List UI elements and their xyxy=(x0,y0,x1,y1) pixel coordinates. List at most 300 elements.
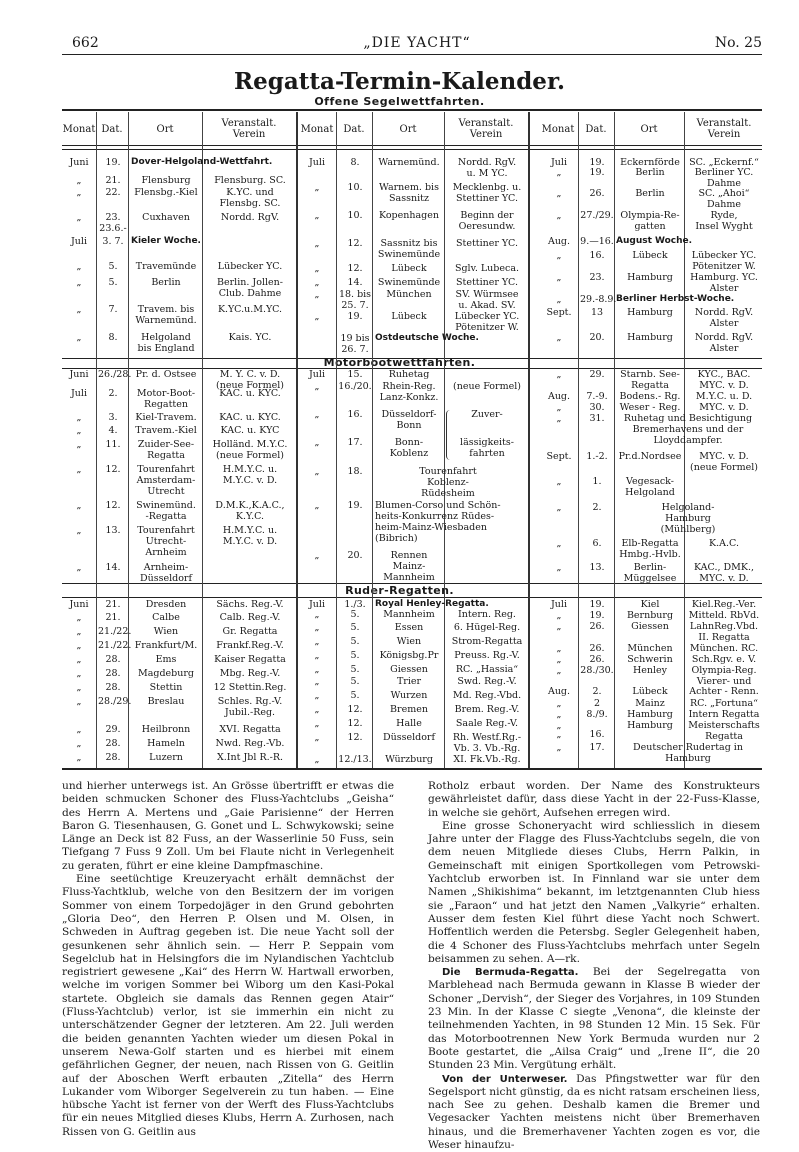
table-header-rule-2 xyxy=(62,149,762,150)
row-month: „ xyxy=(556,502,562,513)
row-organizer: Schles. Rg.-V. Jubil.-Reg. xyxy=(217,696,283,718)
row-place: Weser - Reg. xyxy=(619,402,681,413)
row-organizer: Sächs. Reg.-V. xyxy=(216,599,284,610)
row-place: Calbe xyxy=(152,612,180,623)
row-organizer: K.YC.u.M.YC. xyxy=(217,304,283,315)
row-date: 10. xyxy=(347,182,363,193)
row-date: 29.-8.9. xyxy=(580,294,617,305)
row-date: 26. xyxy=(589,643,605,654)
col-header-date: Dat. xyxy=(585,124,607,135)
row-month: „ xyxy=(314,754,320,765)
row-place: Sassnitz bis Swinemünde xyxy=(377,238,441,260)
row-month: Juni xyxy=(69,599,89,610)
paragraph: Bei der Segelregatta von Marblehead nach Bermuda gewann in Klasse B wieder der Schoner „Dervish“, der Sieger des Vorjahres, in 109 Stunden 23 Min. In der Klasse C siegte „Venona“, die kleinste der teilnehmenden Yachten, in 98 Stunden 12 Min. 15 Sek. Für das Motorbootrennen New York Bermuda wurden nur 2 Boote gestartet, die „Ailsa Craig“ und „Irene II“, die 20 Stunden 23 Min. Vergütung erhält. xyxy=(428,966,761,1072)
row-month: „ xyxy=(76,464,82,475)
row-organizer: KAC., DMK., MYC. v. D. xyxy=(693,562,755,584)
row-organizer: Kais. YC. xyxy=(228,332,272,343)
row-date: 12. xyxy=(347,238,363,249)
row-organizer: MYC. v. D. xyxy=(699,402,749,413)
row-date: 5. xyxy=(350,650,360,661)
row-organizer: Achter - Renn. xyxy=(689,686,759,697)
row-month: „ xyxy=(556,210,562,221)
col-header-org: Veranstalt. Verein xyxy=(696,118,752,140)
row-date: 22. xyxy=(105,187,121,198)
row-month: „ xyxy=(556,538,562,549)
row-month: „ xyxy=(556,698,562,709)
col-sep xyxy=(336,112,337,768)
row-date: 5. xyxy=(108,277,118,288)
row-organizer: M.Y.C. u. D. xyxy=(695,391,753,402)
row-place: Essen xyxy=(394,622,424,633)
row-month: „ xyxy=(556,665,562,676)
row-place: Düsseldorf xyxy=(382,732,435,743)
row-date: 4. xyxy=(108,425,118,436)
row-date: 29. xyxy=(589,369,605,380)
row-date: 21./22. xyxy=(98,626,132,637)
row-date: 16. xyxy=(589,250,605,261)
row-organizer: Stettiner YC. xyxy=(456,238,518,249)
row-month: „ xyxy=(76,668,82,679)
page-title: Regatta-Termin-Kalender. xyxy=(234,68,565,95)
row-organizer: H.M.Y.C. u. M.Y.C. v. D. xyxy=(222,525,278,547)
row-place: Travem. bis Warnemünd. xyxy=(135,304,197,326)
row-place: Giessen xyxy=(631,621,669,632)
row-date: 19. xyxy=(589,610,605,621)
brace xyxy=(446,410,452,460)
row-month: „ xyxy=(76,752,82,763)
row-month: „ xyxy=(314,650,320,661)
row-organizer: Zuver- xyxy=(471,409,503,420)
col-sep xyxy=(372,112,373,768)
row-month: „ xyxy=(314,718,320,729)
row-organizer: Mbg. Reg.-V. xyxy=(219,668,281,679)
row-organizer: SV. Würmsee u. Akad. SV. xyxy=(455,289,519,311)
col-header-date: Dat. xyxy=(343,124,365,135)
row-event: August Woche. xyxy=(616,236,693,246)
row-date: 12. xyxy=(347,718,363,729)
row-date: 5. xyxy=(350,664,360,675)
row-place: Wien xyxy=(153,626,179,637)
row-place: Breslau xyxy=(147,696,185,707)
row-month: „ xyxy=(556,610,562,621)
row-organizer: Berlin. Jollen- Club. Dahme xyxy=(217,277,283,299)
col-header-month: Monat xyxy=(541,124,575,135)
row-month: „ xyxy=(556,294,562,305)
row-month: „ xyxy=(556,654,562,665)
row-month: „ xyxy=(76,724,82,735)
row-organizer: Lübecker YC. xyxy=(217,261,283,272)
row-place: Bodens.- Rg. xyxy=(619,391,681,402)
row-date: 17. xyxy=(347,437,363,448)
row-place: Bonn- Koblenz xyxy=(389,437,429,459)
row-event: Berliner Herbst-Woche. xyxy=(616,294,735,304)
row-date: 31. xyxy=(589,413,605,424)
row-date: 28. xyxy=(105,668,121,679)
row-place: Swinemünd. -Regatta xyxy=(136,500,196,522)
row-date: 28. xyxy=(105,738,121,749)
row-month: „ xyxy=(556,562,562,573)
row-place: Hamburg xyxy=(627,709,673,720)
col-sep xyxy=(614,112,615,768)
row-date: 26. xyxy=(589,654,605,665)
row-place: Berlin- Müggelsee xyxy=(623,562,677,584)
row-organizer: Gr. Regatta xyxy=(222,626,278,637)
row-date: 29. xyxy=(105,724,121,735)
row-organizer: Olympia-Reg. Vierer- und xyxy=(691,665,757,687)
row-month: „ xyxy=(76,612,82,623)
row-place: Berlin xyxy=(635,167,665,178)
row-place: Tourenfahrt Amsterdam- Utrecht xyxy=(136,464,196,497)
row-month: „ xyxy=(556,188,562,199)
row-place: Flensbg.-Kiel xyxy=(134,187,198,198)
row-month: Aug. xyxy=(547,236,571,247)
row-month: Juli xyxy=(308,599,325,610)
row-organizer: Berliner YC. Dahme xyxy=(694,167,754,189)
row-month: „ xyxy=(556,369,562,380)
row-month: „ xyxy=(76,332,82,343)
row-date: 5. xyxy=(350,690,360,701)
row-date: 30. xyxy=(589,402,605,413)
row-place: Lübeck xyxy=(632,250,668,261)
ruder-rule xyxy=(62,597,762,598)
row-month: „ xyxy=(556,332,562,343)
row-place: München xyxy=(627,643,673,654)
row-place: Hamburg xyxy=(627,272,673,283)
running-header xyxy=(72,35,762,53)
row-month: „ xyxy=(76,654,82,665)
row-organizer: RC. „Hassia“ xyxy=(455,664,519,675)
row-month: Aug. xyxy=(547,686,571,697)
row-month: „ xyxy=(76,626,82,637)
row-place: Lübeck xyxy=(391,311,427,322)
col-sep xyxy=(128,112,129,768)
row-organizer: 6. Hügel-Reg. xyxy=(453,622,521,633)
row-organizer: RC. „Fortuna“ xyxy=(690,698,758,709)
row-month: „ xyxy=(314,311,320,322)
row-place: Warnemünd. xyxy=(378,157,440,168)
row-place: Zuider-See- Regatta xyxy=(137,439,195,461)
section-title-ruder: Ruder-Regatten. xyxy=(345,584,454,597)
row-event: Dover-Helgoland-Wettfahrt. xyxy=(131,157,273,167)
row-month: „ xyxy=(556,729,562,740)
row-organizer: Nordd. RgV. xyxy=(220,212,280,223)
row-place: Mannheim xyxy=(383,609,435,620)
row-date: 12. xyxy=(347,732,363,743)
row-month: „ xyxy=(556,167,562,178)
col-header-org: Veranstalt. Verein xyxy=(221,118,277,140)
table-top-rule xyxy=(62,109,762,111)
header-rule xyxy=(62,54,762,55)
paragraph: Rotholz erbaut worden. Der Name des Konstrukteurs gewährleistet dafür, dass diese Yacht in der 22-Fuss-Klasse, in welche sie gehört, Aufsehen erregen wird. xyxy=(428,780,760,819)
row-month: „ xyxy=(76,277,82,288)
row-month: „ xyxy=(76,525,82,536)
row-month: „ xyxy=(76,738,82,749)
row-place: Kiel-Travem. xyxy=(135,412,197,423)
row-month: Juni xyxy=(69,369,89,380)
row-place: Wien xyxy=(396,636,422,647)
paragraph: und hierher unterwegs ist. An Grösse übertrifft er etwas die beiden schmucken Schoner des Fluss-Yachtclubs „Geisha“ des Herrn A. Mertens und „Gaie Parisienne“ der Herren Baron G. Tiesenhausen, G. Gonet und L. Schwykowski; seine Länge an Deck ist 82 Fuss, an der Wasserlinie 50 Fuss, sein Tiefgang 7 Fuss 9 Zoll. Um bei Flaute nicht in Verlegenheit zu geraten, führt er eine kleine Dampfmaschine. xyxy=(62,780,394,872)
row-month: „ xyxy=(76,682,82,693)
row-month: „ xyxy=(314,210,320,221)
row-date: 28./29. xyxy=(98,696,132,707)
table-bottom-rule xyxy=(62,768,762,770)
row-place: Ems xyxy=(155,654,177,665)
row-month: „ xyxy=(76,439,82,450)
row-date: 13. xyxy=(105,525,121,536)
row-organizer: Beginn der Oeresundw. xyxy=(458,210,516,232)
row-place: Helgoland- Hamburg (Mühlberg) xyxy=(660,502,716,535)
row-date: 12. xyxy=(105,500,121,511)
row-month: Sept. xyxy=(546,451,572,462)
row-month: „ xyxy=(76,412,82,423)
row-date: 28./30. xyxy=(580,665,614,676)
row-date: 9.—16. xyxy=(580,236,614,247)
row-date: 12. xyxy=(105,464,121,475)
row-place: Heilbronn xyxy=(141,724,191,735)
row-place: Ruhetag xyxy=(388,369,430,380)
row-date: 28. xyxy=(105,752,121,763)
row-place: Cuxhaven xyxy=(142,212,190,223)
row-date: 7. xyxy=(108,304,118,315)
row-event: Kieler Woche. xyxy=(131,236,201,246)
row-organizer: Preuss. Rg.-V. xyxy=(454,650,520,661)
row-place: Hamburg xyxy=(627,307,673,318)
row-place: Arnheim- Düsseldorf xyxy=(139,562,192,584)
row-month: „ xyxy=(314,277,320,288)
row-month: „ xyxy=(556,742,562,753)
row-month: Juli xyxy=(550,157,567,168)
row-month: „ xyxy=(76,500,82,511)
heading-weser: Von der Unterweser. xyxy=(442,1073,568,1085)
row-organizer: Saale Reg.-V. xyxy=(455,718,519,729)
row-month: „ xyxy=(314,704,320,715)
row-month: „ xyxy=(314,622,320,633)
row-organizer: (neue Formel) xyxy=(453,381,521,392)
row-month: „ xyxy=(76,212,82,223)
row-date: 13 xyxy=(590,307,604,318)
col-header-place: Ort xyxy=(640,124,658,135)
row-month: Juli xyxy=(308,157,325,168)
col-header-month: Monat xyxy=(300,124,334,135)
row-place: Warnem. bis Sassnitz xyxy=(379,182,439,204)
row-month: „ xyxy=(556,720,562,731)
row-organizer: Lübecker YC. Pötenitzer W. xyxy=(454,311,520,333)
section-title-sail: Offene Segelwettfahrten. xyxy=(314,95,485,108)
row-month: „ xyxy=(556,476,562,487)
row-date: 1. xyxy=(592,476,602,487)
row-place: Tourenfahrt Utrecht- Arnheim xyxy=(137,525,195,558)
row-place: Starnb. See- Regatta xyxy=(620,369,680,391)
row-date: 1.-2. xyxy=(586,451,608,462)
row-month: „ xyxy=(76,696,82,707)
row-place: Henley xyxy=(632,665,668,676)
row-organizer: München. RC. xyxy=(689,643,759,654)
col-header-month: Monat xyxy=(62,124,96,135)
row-date: 16. xyxy=(347,409,363,420)
row-event: Blumen-Corso und Schön- heits-Konkurrenz Rüdes- heim-Mainz-Wiesbaden (Bibrich) xyxy=(375,500,501,544)
row-date: 1./3. xyxy=(344,599,366,610)
row-organizer: Kaiser Regatta xyxy=(214,654,286,665)
row-organizer: Brem. Reg.-V. xyxy=(454,704,520,715)
row-date: 17. xyxy=(589,742,605,753)
row-date: 12./13. xyxy=(338,754,372,765)
row-organizer: Rh. Westf.Rg.- Vb. 3. Vb.-Rg. xyxy=(452,732,522,754)
row-place: Flensburg xyxy=(141,175,191,186)
row-place: Berlin xyxy=(635,188,665,199)
row-month: „ xyxy=(314,437,320,448)
row-organizer: Stettiner YC. xyxy=(456,277,518,288)
row-date: 19 bis 26. 7. xyxy=(340,333,370,355)
row-place: Hamburg xyxy=(627,332,673,343)
row-organizer: M. Y. C. v. D. (neue Formel) xyxy=(216,369,284,391)
row-organizer: Meisterschafts Regatta xyxy=(688,720,760,742)
row-month: „ xyxy=(556,621,562,632)
row-organizer: Mitteld. RbVd. xyxy=(688,610,760,621)
row-organizer: Nordd. RgV. Alster xyxy=(694,307,754,329)
row-date: 5. xyxy=(350,636,360,647)
row-organizer: Flensburg. SC. xyxy=(214,175,286,186)
row-event: Ostdeutsche Woche. xyxy=(375,333,479,343)
row-date: 12. xyxy=(347,263,363,274)
row-organizer: Md. Reg.-Vbd. xyxy=(452,690,522,701)
row-organizer: MYC. v. D. (neue Formel) xyxy=(690,451,758,473)
row-organizer: Sch.Rgv. e. V. xyxy=(691,654,757,665)
row-organizer: Lübecker YC. Pötenitzer W. xyxy=(691,250,757,272)
row-month: „ xyxy=(314,182,320,193)
row-place: Pr.d.Nordsee xyxy=(618,451,682,462)
row-date: 10. xyxy=(347,210,363,221)
row-date: 20. xyxy=(589,332,605,343)
row-organizer: D.M.K.,K.A.C., K.Y.C. xyxy=(215,500,285,522)
row-place: Mainz xyxy=(635,698,665,709)
row-place: Luzern xyxy=(149,752,183,763)
row-organizer: 12 Stettin.Reg. xyxy=(213,682,287,693)
col-sep xyxy=(578,112,579,768)
row-month: Juli xyxy=(308,369,325,380)
row-month: „ xyxy=(314,466,320,477)
row-organizer: Hamburg. YC. Alster xyxy=(690,272,758,294)
row-place: Rennen Mainz- Mannheim xyxy=(383,550,435,583)
row-date: 8. xyxy=(108,332,118,343)
row-place: Düsseldorf- Bonn xyxy=(381,409,437,431)
row-place: Kopenhagen xyxy=(379,210,439,221)
row-date: 28. xyxy=(105,682,121,693)
row-date: 15. xyxy=(347,369,363,380)
col-sep-major xyxy=(296,112,298,768)
row-organizer: X.Int Jbl R.-R. xyxy=(217,752,283,763)
row-date: 18. bis 25. 7. xyxy=(338,289,372,311)
row-month: „ xyxy=(556,250,562,261)
row-place: Bremen xyxy=(390,704,428,715)
row-place: Ruhetag und Besichtigung Bremerhavens und der Lloyddampfer. xyxy=(623,413,753,446)
col-sep xyxy=(202,112,203,768)
row-organizer: KAC. u. KYC. xyxy=(219,388,281,399)
row-month: „ xyxy=(314,690,320,701)
row-date: 5. xyxy=(350,676,360,687)
row-date: 6. xyxy=(592,538,602,549)
row-date: 20. xyxy=(347,550,363,561)
row-month: „ xyxy=(314,500,320,511)
row-date: 23. xyxy=(589,272,605,283)
row-place: Königsbg.Pr xyxy=(379,650,439,661)
col-header-place: Ort xyxy=(156,124,174,135)
row-place: Wurzen xyxy=(390,690,428,701)
text-column-right xyxy=(428,780,760,1152)
row-month: Juni xyxy=(69,157,89,168)
row-organizer: Calb. Reg.-V. xyxy=(219,612,281,623)
row-organizer: K.YC. und Flensbg. SC. xyxy=(219,187,281,209)
row-month: Juli xyxy=(70,236,87,247)
page-number: 662 xyxy=(72,35,99,51)
row-organizer: Frankf.Reg.-V. xyxy=(216,640,284,651)
row-date: 3. 7. xyxy=(102,236,124,247)
row-organizer: H.M.Y.C. u. M.Y.C. v. D. xyxy=(222,464,278,486)
row-place: Vegesack- Helgoland xyxy=(625,476,675,498)
row-place: Swinemünde xyxy=(377,277,441,288)
col-sep xyxy=(96,112,97,768)
row-organizer: Nwd. Reg.-Vb. xyxy=(215,738,285,749)
col-header-place: Ort xyxy=(399,124,417,135)
row-organizer: SC. „Eckernf.“ xyxy=(689,157,759,168)
row-date: 19. xyxy=(347,500,363,511)
row-organizer: KAC. u. KYC xyxy=(220,425,280,436)
row-date: 18. xyxy=(347,466,363,477)
row-month: „ xyxy=(314,409,320,420)
row-date: 2. xyxy=(108,388,118,399)
row-month: Juli xyxy=(70,388,87,399)
row-date: 21. xyxy=(105,175,121,186)
row-place: Lübeck xyxy=(391,263,427,274)
section-title-motor: Motorbootwettfahrten. xyxy=(323,356,476,369)
row-date: 16. xyxy=(589,729,605,740)
row-place: Rhein-Reg. Lanz-Konkz. xyxy=(379,381,439,403)
row-month: „ xyxy=(556,402,562,413)
row-organizer: Strom-Regatta xyxy=(451,636,523,647)
col-sep xyxy=(444,112,445,768)
table-header-rule xyxy=(62,145,762,146)
row-organizer: Intern. Reg. xyxy=(458,609,516,620)
row-month: „ xyxy=(76,187,82,198)
row-date: 3. xyxy=(108,412,118,423)
row-month: „ xyxy=(314,263,320,274)
row-month: „ xyxy=(314,550,320,561)
row-place: Schwerin xyxy=(627,654,673,665)
row-event: Royal Henley-Regatta. xyxy=(375,599,489,609)
row-month: „ xyxy=(314,609,320,620)
row-month: „ xyxy=(556,709,562,720)
row-organizer: lässigkeits- fahrten xyxy=(460,437,514,459)
row-place: Hameln xyxy=(147,738,185,749)
row-organizer: Nordd. RgV. Alster xyxy=(694,332,754,354)
row-organizer: Nordd. RgV. u. M YC. xyxy=(457,157,517,179)
row-place: Berlin xyxy=(151,277,181,288)
row-organizer: KYC., BAC. MYC. v. D. xyxy=(697,369,751,391)
row-place: Hamburg xyxy=(627,720,673,731)
row-date: 19. xyxy=(589,167,605,178)
row-date: 2 xyxy=(593,698,601,709)
row-place: Olympia-Re- gatten xyxy=(620,210,680,232)
row-organizer: XVI. Regatta xyxy=(219,724,281,735)
row-place: Elb-Regatta Hmbg.-Hvlb. xyxy=(619,538,681,560)
row-date: 5. xyxy=(108,261,118,272)
row-date: 19. xyxy=(105,157,121,168)
row-date: 5. xyxy=(350,609,360,620)
row-date: 26. xyxy=(589,621,605,632)
row-date: 19. xyxy=(589,157,605,168)
row-month: „ xyxy=(556,643,562,654)
row-organizer: SC. „Ahoi“ Dahme xyxy=(698,188,750,210)
row-place: Travem.-Kiel xyxy=(135,425,197,436)
